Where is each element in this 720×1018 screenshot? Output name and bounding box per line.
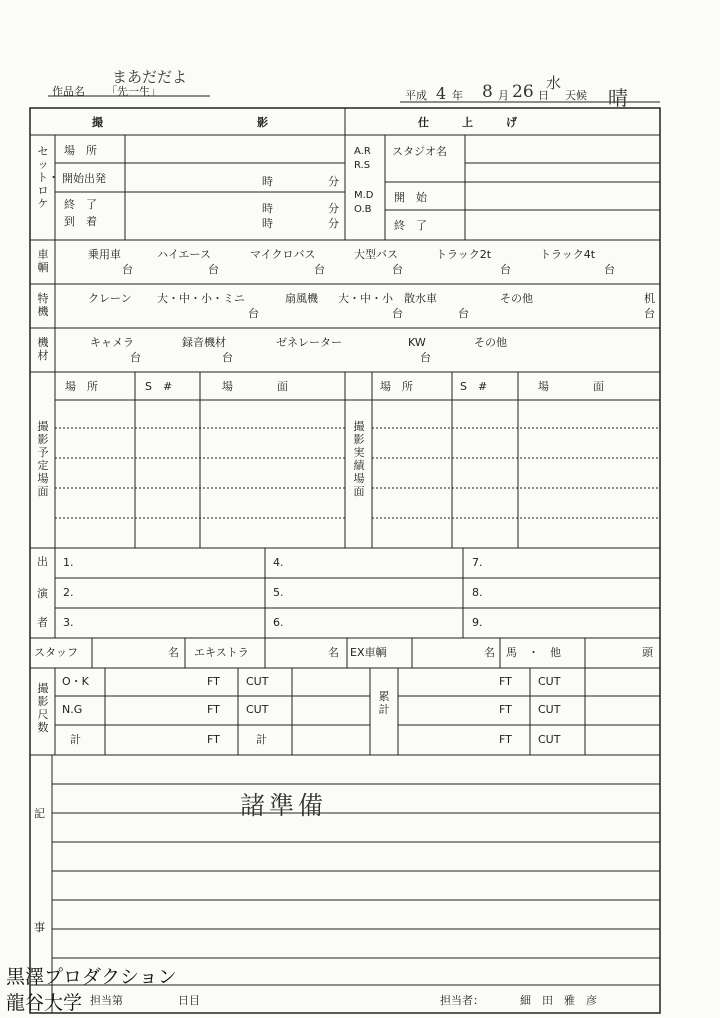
date-day: 26 (512, 82, 534, 102)
ft-unit: FT (499, 675, 512, 688)
vehicle-unit: 台 (208, 263, 219, 276)
arrive-label: 到 着 (64, 215, 97, 228)
cut-unit: CUT (538, 703, 561, 716)
vehicle-unit: 台 (604, 263, 615, 276)
head-unit: 頭 (642, 646, 653, 659)
ft-unit: FT (499, 703, 512, 716)
notes-content: 諸準備 (240, 791, 328, 820)
footer-staff-label: 担当第 (90, 994, 123, 1007)
title-handwritten: まあだだよ (112, 68, 188, 86)
start-hour-unit: 時 (262, 175, 273, 188)
ar-label: A.R (354, 146, 371, 157)
planned-place-header: 場 所 (65, 380, 98, 393)
start-label: 開始出発 (62, 172, 106, 185)
footer-author: 細 田 雅 彦 (520, 994, 597, 1007)
finish-label: 終 了 (394, 219, 427, 232)
special-label: 特機 (37, 292, 49, 318)
extra-label: エキストラ (194, 646, 249, 659)
footer-author-label: 担当者： (440, 994, 484, 1007)
equipment-item: ゼネレーター (276, 336, 342, 349)
vehicle-unit: 台 (392, 263, 403, 276)
vehicle-unit: 台 (500, 263, 511, 276)
end-minute-unit: 分 (328, 202, 339, 215)
actual-scene-header: 場 面 (538, 380, 604, 393)
studio-label: スタジオ名 (392, 145, 447, 158)
set-loke-label: セット・ロケ (37, 145, 59, 210)
cast-label-2: 演 (37, 587, 48, 600)
weather-value: 晴 (608, 86, 628, 110)
cast-label-3: 者 (37, 616, 48, 629)
special-item: 大・中・小・ミニ (157, 292, 245, 305)
ob-label: O.B (354, 204, 372, 215)
equipment-unit: 台 (130, 351, 141, 364)
vehicle-item: 大型バス (354, 248, 398, 261)
equipment-item: 録音機材 (182, 336, 226, 349)
special-unit: 台 (458, 307, 469, 320)
cut-unit: CUT (538, 733, 561, 746)
planned-snum-header: S # (145, 380, 173, 393)
ft-unit: FT (207, 703, 220, 716)
date-month: 8 (482, 82, 493, 102)
equipment-item: KW (408, 336, 426, 349)
special-item: その他 (500, 292, 533, 305)
extra-name-unit: 名 (328, 646, 339, 659)
section-finishing: 仕 上 げ (418, 116, 517, 129)
equipment-unit: 台 (420, 351, 431, 364)
ex-vehicle-label: EX車輌 (350, 646, 387, 659)
rs-label: R.S (354, 160, 371, 171)
vehicle-unit: 台 (314, 263, 325, 276)
sum-label: 計 (256, 733, 267, 746)
horse-label: 馬 ・ 他 (506, 646, 561, 659)
footer-day-label: 日目 (178, 994, 200, 1007)
cut-unit: CUT (246, 675, 269, 688)
notes-label-bottom: 事 (34, 921, 45, 934)
date-era: 平成 (405, 89, 427, 102)
special-unit: 台 (392, 307, 403, 320)
vehicles-label: 車輌 (37, 248, 49, 274)
special-item: 散水車 (404, 292, 437, 305)
film-row-total: 計 (70, 733, 81, 746)
ft-unit: FT (499, 733, 512, 746)
cast-number: 3. (63, 616, 74, 629)
special-item: 大・中・小 (338, 292, 393, 305)
ex-vehicle-unit: 名 (484, 646, 495, 659)
md-label: M.D (354, 190, 374, 201)
staff-name-unit: 名 (168, 646, 179, 659)
film-row-ok: O・K (62, 675, 89, 688)
ft-unit: FT (207, 675, 220, 688)
vehicle-item: ハイエース (157, 248, 212, 261)
cast-number: 5. (273, 586, 284, 599)
cast-number: 7. (472, 556, 483, 569)
special-unit: 台 (248, 307, 259, 320)
date-month-unit: 月 (498, 89, 509, 102)
cast-number: 8. (472, 586, 483, 599)
film-label: 撮影尺数 (37, 682, 49, 734)
arrive-hour-unit: 時 (262, 217, 273, 230)
title-bracket: 「先一生」 (106, 85, 161, 98)
start-minute-unit: 分 (328, 175, 339, 188)
cast-number: 6. (273, 616, 284, 629)
cut-unit: CUT (538, 675, 561, 688)
planned-scene-header: 場 面 (222, 380, 288, 393)
equipment-item: キャメラ (90, 336, 134, 349)
vehicle-item: 乗用車 (88, 248, 121, 261)
watermark-line-2: 龍谷大学 (6, 992, 83, 1014)
equipment-label: 機材 (37, 336, 49, 362)
vehicle-unit: 台 (122, 263, 133, 276)
special-item: クレーン (88, 292, 132, 305)
weather-label: 天候 (565, 89, 587, 102)
cast-number: 4. (273, 556, 284, 569)
actual-place-header: 場 所 (380, 380, 413, 393)
equipment-item: その他 (474, 336, 507, 349)
ft-unit: FT (207, 733, 220, 746)
vehicle-item: トラック4t (540, 248, 596, 261)
film-row-ng: N.G (62, 703, 83, 716)
cast-number: 1. (63, 556, 74, 569)
actual-scenes-label: 撮影実績場面 (353, 420, 365, 498)
cut-unit: CUT (246, 703, 269, 716)
section-shooting: 撮 影 (92, 116, 268, 129)
title-label: 作品名 (52, 85, 85, 98)
date-year: 4 (436, 84, 447, 103)
special-unit: 台 (644, 307, 655, 320)
actual-snum-header: S # (460, 380, 488, 393)
staff-label: スタッフ (34, 646, 78, 659)
notes-label-top: 記 (34, 807, 45, 820)
end-hour-unit: 時 (262, 202, 273, 215)
begin-label: 開 始 (394, 191, 427, 204)
cast-number: 2. (63, 586, 74, 599)
weekday: 水 (546, 74, 562, 92)
watermark-line-1: 黒澤プロダクション (6, 966, 177, 988)
arrive-minute-unit: 分 (328, 217, 339, 230)
cast-number: 9. (472, 616, 483, 629)
date-year-unit: 年 (452, 89, 463, 102)
cast-label-1: 出 (37, 555, 48, 568)
vehicle-item: トラック2t (436, 248, 492, 261)
cumulative-label: 累計 (378, 690, 390, 716)
special-item: 扇風機 (285, 292, 318, 305)
planned-scenes-label: 撮影予定場面 (37, 420, 49, 498)
equipment-unit: 台 (222, 351, 233, 364)
date-day-unit: 日 (538, 89, 549, 102)
end-label: 終 了 (64, 198, 97, 211)
place-label: 場 所 (64, 144, 97, 157)
vehicle-item: マイクロバス (250, 248, 316, 261)
special-end: 机 (644, 292, 655, 305)
